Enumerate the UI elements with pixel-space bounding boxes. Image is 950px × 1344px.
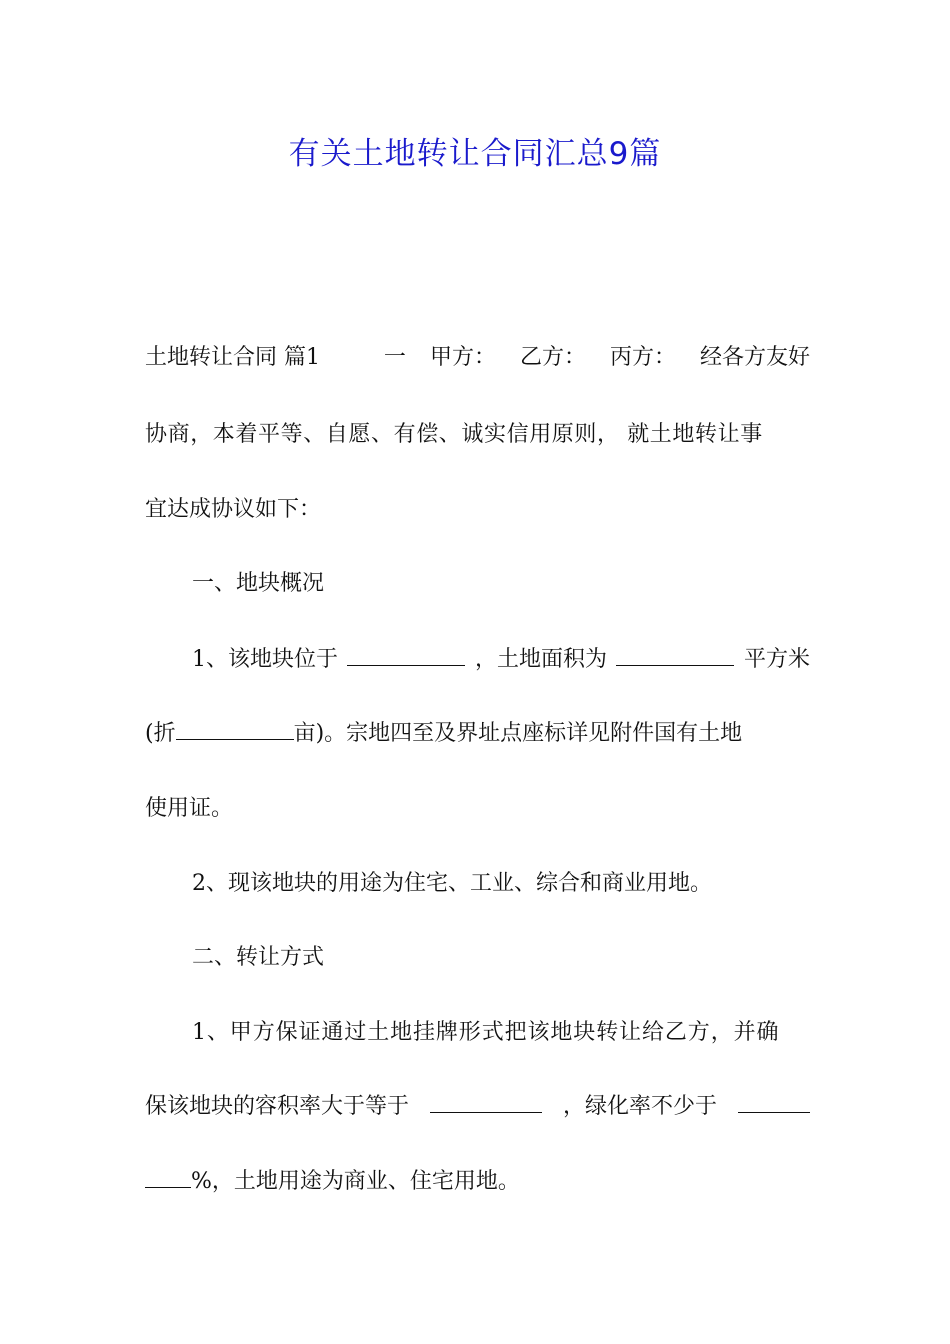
green-rate-label: ，绿化率不少于 (562, 1094, 717, 1119)
land-use-text: %，土地用途为商业、住宅用地。 (191, 1169, 520, 1194)
section-heading-2: 二、转让方式 (192, 945, 325, 970)
plot-ratio-blank (430, 1092, 542, 1113)
paragraph-1-line-3: 使用证。 (145, 796, 234, 821)
paragraph-1-line-1 (192, 645, 810, 675)
document-title: 有关土地转让合同汇总9篇 (288, 136, 662, 172)
paragraph-line-3: 宜达成协议如下： (145, 497, 322, 522)
paragraph-2: 2、现该地块的用途为住宅、工业、综合和商业用地。 (192, 871, 712, 896)
contract-heading: 土地转让合同 篇1 (145, 345, 320, 370)
party-b-label: 乙方： (519, 345, 586, 370)
mu-blank (176, 719, 294, 740)
green-rate-blank-cont (145, 1167, 191, 1188)
area-blank (616, 645, 734, 666)
green-rate-blank (738, 1092, 810, 1113)
party-a-label: 甲方： (429, 345, 496, 370)
plot-ratio-label: 保该地块的容积率大于等于 (145, 1094, 410, 1119)
paragraph-3-line-2 (145, 1092, 810, 1122)
parties-group (384, 343, 810, 373)
paragraph-3-line-1: 1、甲方保证通过土地挂牌形式把该地块转让给乙方，并确 (192, 1020, 780, 1045)
area-unit: 平方米 (743, 647, 810, 672)
area-label: ，土地面积为 (474, 647, 607, 672)
paragraph-1-line-2 (145, 719, 810, 749)
paragraph-3-line-3 (145, 1167, 810, 1197)
party-c-label: 丙方： (609, 345, 676, 370)
paragraph-line-1 (145, 343, 810, 373)
section-marker: 一 (383, 345, 406, 370)
paragraph-line-2: 协商，本着平等、自愿、有偿、诚实信用原则， 就土地转让事 (145, 422, 763, 447)
location-blank (347, 645, 465, 666)
boundary-text: 亩)。宗地四至及界址点座标详见附件国有土地 (293, 721, 743, 746)
conversion-label: (折 (145, 721, 176, 746)
intro-text: 经各方友好 (699, 345, 810, 370)
section-heading-1: 一、地块概况 (192, 571, 325, 596)
location-label: 1、该地块位于 (192, 647, 338, 672)
